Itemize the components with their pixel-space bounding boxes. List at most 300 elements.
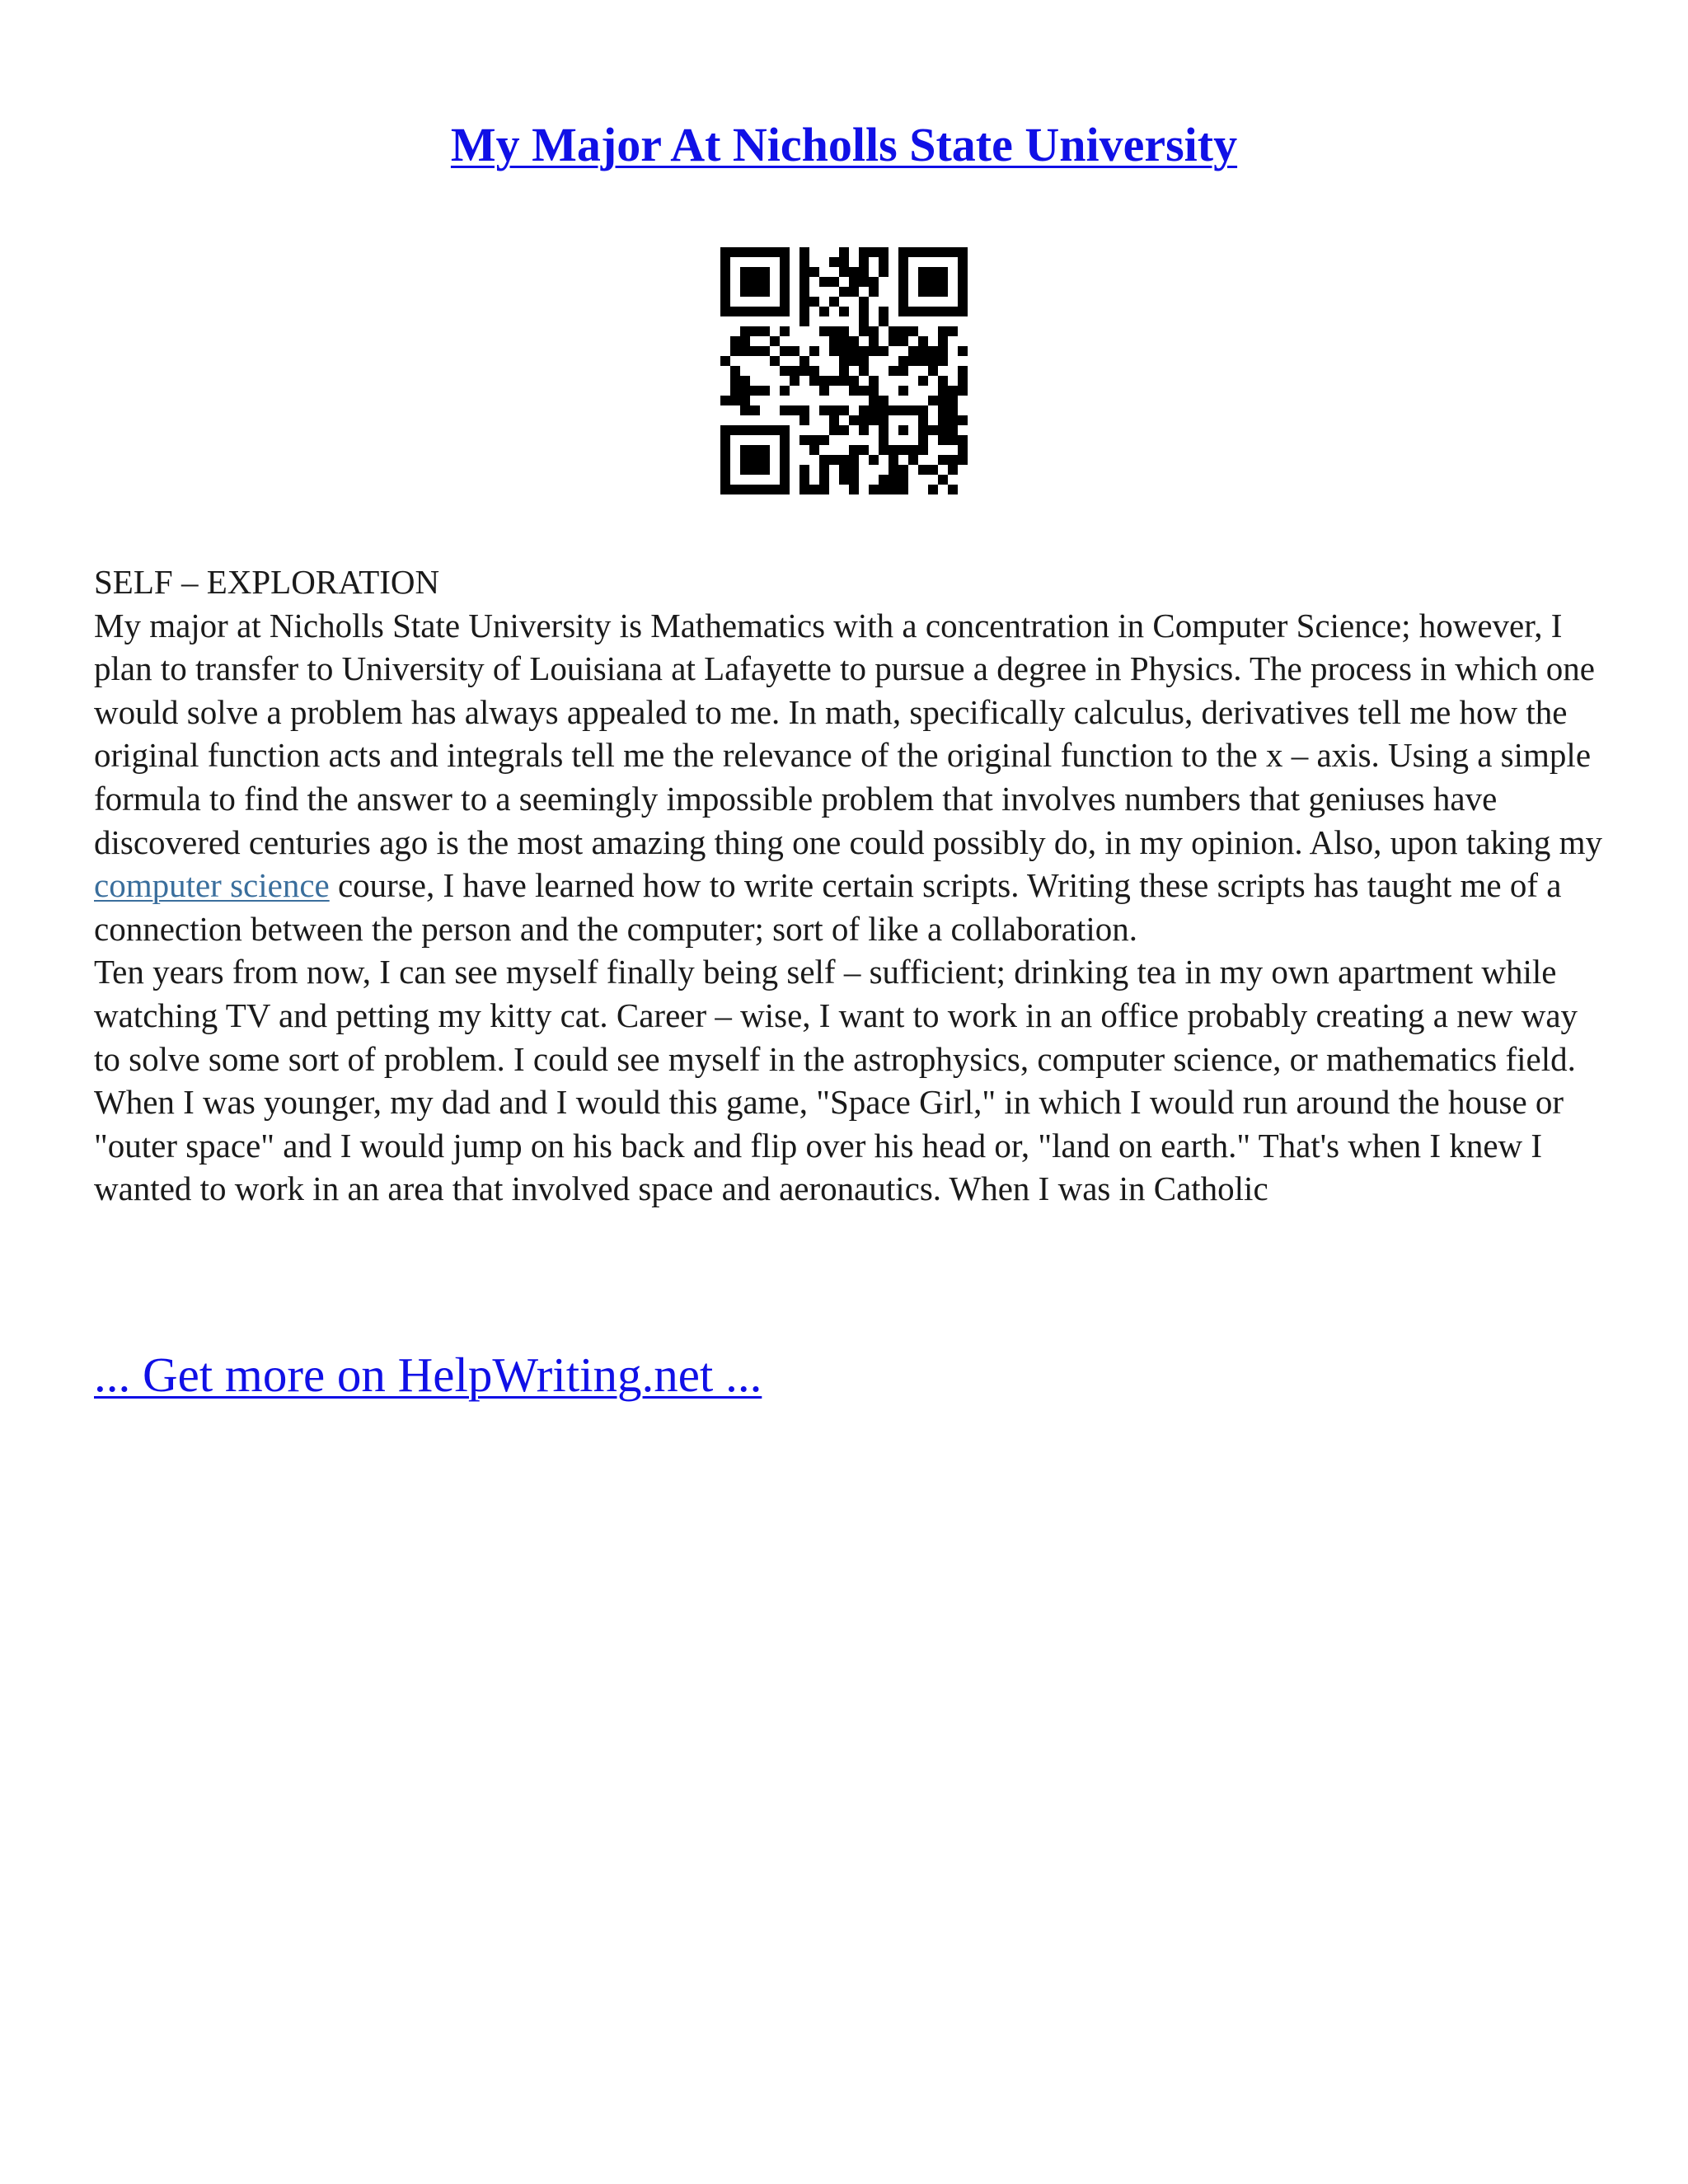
qr-module — [740, 277, 750, 287]
qr-module — [879, 267, 889, 277]
qr-module — [799, 247, 809, 257]
qr-module — [780, 475, 790, 485]
qr-module — [958, 376, 968, 386]
qr-module — [879, 316, 889, 326]
qr-module — [720, 435, 730, 445]
qr-module — [730, 247, 740, 257]
qr-module — [938, 376, 948, 386]
section-heading: SELF – EXPLORATION — [94, 563, 440, 601]
qr-module — [819, 307, 829, 316]
qr-module — [879, 475, 889, 485]
qr-module — [760, 465, 770, 475]
qr-module — [879, 247, 889, 257]
qr-module — [928, 277, 938, 287]
qr-module — [859, 415, 869, 425]
qr-module — [938, 396, 948, 405]
qr-module — [849, 277, 859, 287]
qr-module — [839, 465, 849, 475]
qr-module — [740, 287, 750, 297]
qr-module — [958, 257, 968, 267]
qr-module — [780, 247, 790, 257]
qr-module — [948, 425, 958, 435]
qr-module — [799, 465, 809, 475]
qr-module — [859, 445, 869, 455]
qr-module — [918, 336, 928, 346]
qr-module — [819, 485, 829, 494]
qr-module — [938, 277, 948, 287]
qr-module — [780, 366, 790, 376]
qr-module — [799, 485, 809, 494]
qr-module — [750, 465, 760, 475]
qr-module — [958, 415, 968, 425]
qr-module — [898, 425, 908, 435]
qr-module — [780, 277, 790, 287]
qr-module — [760, 307, 770, 316]
qr-module — [948, 465, 958, 475]
qr-module — [918, 415, 928, 425]
qr-module — [799, 415, 809, 425]
qr-module — [908, 405, 918, 415]
qr-module — [780, 445, 790, 455]
qr-module — [760, 445, 770, 455]
qr-module — [889, 445, 898, 455]
qr-module — [938, 386, 948, 396]
qr-module — [799, 366, 809, 376]
qr-module — [938, 307, 948, 316]
qr-module — [760, 386, 770, 396]
qr-module — [770, 247, 780, 257]
qr-module — [760, 455, 770, 465]
qr-module — [918, 425, 928, 435]
qr-module — [809, 485, 819, 494]
qr-module — [859, 425, 869, 435]
qr-module — [869, 247, 879, 257]
qr-module — [799, 277, 809, 287]
qr-module — [740, 445, 750, 455]
qr-module — [938, 415, 948, 425]
qr-module — [740, 336, 750, 346]
qr-code-icon — [720, 247, 968, 494]
page-title — [0, 114, 1688, 176]
qr-module — [908, 247, 918, 257]
qr-module — [780, 465, 790, 475]
qr-module — [908, 326, 918, 336]
qr-module — [819, 455, 829, 465]
qr-module — [740, 425, 750, 435]
qr-module — [819, 405, 829, 415]
qr-module — [780, 435, 790, 445]
qr-module — [869, 277, 879, 287]
qr-module — [799, 257, 809, 267]
qr-module — [869, 396, 879, 405]
qr-module — [859, 326, 869, 336]
qr-module — [879, 307, 889, 316]
qr-module — [750, 287, 760, 297]
qr-module — [730, 366, 740, 376]
qr-module — [760, 326, 770, 336]
qr-module — [938, 425, 948, 435]
qr-module — [879, 405, 889, 415]
qr-module — [839, 475, 849, 485]
qr-module — [898, 277, 908, 287]
qr-module — [829, 376, 839, 386]
qr-module — [780, 287, 790, 297]
qr-module — [889, 465, 898, 475]
qr-module — [760, 267, 770, 277]
qr-module — [730, 346, 740, 356]
qr-module — [928, 465, 938, 475]
qr-module — [928, 396, 938, 405]
article-body — [94, 560, 1602, 1211]
qr-module — [918, 346, 928, 356]
qr-module — [720, 475, 730, 485]
qr-module — [780, 257, 790, 267]
qr-module — [740, 346, 750, 356]
qr-module — [760, 247, 770, 257]
qr-module — [918, 376, 928, 386]
paragraph-2: Ten years from now, I can see myself finally being self – sufficient; drinking tea in my own apartment while watching TV and petting my kitty cat. Career – wise, I want to work in an office probably creating a new way to solve some sort of problem. I could see myself in the astrophysics, computer science, or mathematics field. When I was younger, my dad and I would this game, "Space Girl," in which I would run around the house or "outer space" and I would jump on his back and flip over his head or, "land on earth." That's when I knew I wanted to work in an area that involved space and aeronautics. When I was in Catholic — [94, 953, 1578, 1208]
qr-module — [730, 336, 740, 346]
qr-module — [750, 326, 760, 336]
qr-module — [898, 307, 908, 316]
qr-module — [839, 425, 849, 435]
qr-module — [730, 307, 740, 316]
qr-module — [750, 247, 760, 257]
qr-module — [760, 485, 770, 494]
qr-module — [859, 257, 869, 267]
qr-module — [780, 386, 790, 396]
qr-module — [799, 475, 809, 485]
qr-module — [958, 297, 968, 307]
qr-module — [760, 425, 770, 435]
qr-module — [958, 455, 968, 465]
qr-module — [790, 376, 799, 386]
qr-module — [918, 405, 928, 415]
qr-module — [819, 386, 829, 396]
qr-module — [958, 386, 968, 396]
qr-module — [720, 267, 730, 277]
qr-module — [958, 435, 968, 445]
qr-module — [740, 405, 750, 415]
qr-module — [849, 465, 859, 475]
qr-module — [819, 326, 829, 336]
qr-module — [889, 405, 898, 415]
qr-module — [750, 346, 760, 356]
qr-module — [879, 415, 889, 425]
qr-module — [938, 356, 948, 366]
qr-module — [720, 425, 730, 435]
qr-module — [740, 307, 750, 316]
qr-module — [898, 356, 908, 366]
qr-module — [898, 366, 908, 376]
qr-module — [849, 386, 859, 396]
qr-module — [869, 405, 879, 415]
qr-module — [928, 425, 938, 435]
qr-module — [859, 356, 869, 366]
qr-module — [958, 307, 968, 316]
qr-module — [869, 455, 879, 465]
qr-module — [898, 465, 908, 475]
qr-module — [938, 336, 948, 346]
qr-module — [859, 307, 869, 316]
qr-module — [849, 267, 859, 277]
qr-module — [849, 376, 859, 386]
qr-module — [908, 445, 918, 455]
qr-module — [780, 307, 790, 316]
qr-module — [948, 396, 958, 405]
qr-module — [819, 475, 829, 485]
qr-module — [740, 396, 750, 405]
qr-module — [809, 376, 819, 386]
qr-module — [780, 485, 790, 494]
qr-module — [720, 485, 730, 494]
qr-module — [799, 405, 809, 415]
qr-module — [859, 316, 869, 326]
qr-module — [898, 267, 908, 277]
qr-module — [938, 475, 948, 485]
qr-module — [720, 356, 730, 366]
qr-module — [720, 455, 730, 465]
qr-module — [740, 267, 750, 277]
qr-module — [839, 287, 849, 297]
qr-module — [948, 326, 958, 336]
qr-module — [889, 366, 898, 376]
qr-module — [879, 396, 889, 405]
qr-module — [740, 485, 750, 494]
qr-module — [908, 307, 918, 316]
qr-module — [790, 346, 799, 356]
get-more-line — [94, 1343, 762, 1406]
qr-module — [829, 455, 839, 465]
qr-module — [869, 287, 879, 297]
qr-module — [958, 366, 968, 376]
qr-module — [819, 376, 829, 386]
qr-module — [958, 287, 968, 297]
qr-module — [918, 356, 928, 366]
qr-module — [958, 346, 968, 356]
qr-module — [730, 376, 740, 386]
qr-module — [879, 435, 889, 445]
qr-module — [849, 475, 859, 485]
qr-module — [879, 257, 889, 267]
qr-module — [869, 346, 879, 356]
qr-module — [938, 435, 948, 445]
qr-module — [918, 267, 928, 277]
qr-module — [889, 336, 898, 346]
qr-module — [799, 307, 809, 316]
qr-module — [898, 485, 908, 494]
qr-module — [750, 307, 760, 316]
qr-module — [799, 316, 809, 326]
qr-module — [829, 326, 839, 336]
qr-module — [780, 405, 790, 415]
qr-module — [780, 326, 790, 336]
qr-module — [839, 247, 849, 257]
qr-module — [958, 267, 968, 277]
qr-module — [928, 287, 938, 297]
qr-module — [918, 247, 928, 257]
qr-module — [948, 405, 958, 415]
qr-module — [829, 336, 839, 346]
qr-module — [938, 267, 948, 277]
qr-module — [790, 366, 799, 376]
qr-module — [849, 356, 859, 366]
qr-module — [839, 267, 849, 277]
qr-module — [938, 346, 948, 356]
qr-module — [879, 485, 889, 494]
qr-module — [720, 396, 730, 405]
qr-module — [918, 277, 928, 287]
qr-module — [720, 307, 730, 316]
qr-module — [918, 307, 928, 316]
qr-module — [849, 455, 859, 465]
qr-module — [750, 405, 760, 415]
qr-module — [799, 297, 809, 307]
qr-module — [809, 297, 819, 307]
qr-module — [859, 405, 869, 415]
qr-module — [720, 277, 730, 287]
qr-module — [750, 277, 760, 287]
qr-module — [898, 257, 908, 267]
qr-module — [839, 336, 849, 346]
qr-module — [750, 445, 760, 455]
qr-module — [720, 297, 730, 307]
qr-module — [839, 307, 849, 316]
qr-module — [760, 277, 770, 287]
qr-module — [928, 267, 938, 277]
qr-module — [918, 465, 928, 475]
qr-module — [928, 346, 938, 356]
qr-module — [829, 425, 839, 435]
paragraph-1-text-b: course, I have learned how to write certain scripts. Writing these scripts has taught me of a connection between the person and the computer; sort of like a collaboration. — [94, 866, 1562, 948]
qr-module — [730, 396, 740, 405]
qr-module — [799, 356, 809, 366]
qr-module — [859, 386, 869, 396]
qr-module — [829, 297, 839, 307]
qr-module — [780, 425, 790, 435]
qr-module — [928, 356, 938, 366]
qr-module — [928, 247, 938, 257]
qr-module — [780, 297, 790, 307]
qr-module — [948, 307, 958, 316]
qr-module — [859, 346, 869, 356]
qr-module — [750, 455, 760, 465]
paragraph-1 — [94, 604, 1602, 951]
qr-module — [948, 435, 958, 445]
qr-module — [799, 435, 809, 445]
qr-module — [898, 247, 908, 257]
qr-module — [859, 366, 869, 376]
qr-module — [750, 267, 760, 277]
qr-module — [770, 307, 780, 316]
qr-module — [869, 326, 879, 336]
qr-module — [829, 257, 839, 267]
qr-module — [898, 297, 908, 307]
qr-module — [829, 277, 839, 287]
qr-module — [918, 435, 928, 445]
qr-module — [928, 366, 938, 376]
qr-module — [760, 346, 770, 356]
title-link[interactable]: My Major At Nicholls State University — [450, 118, 1238, 171]
qr-module — [859, 247, 869, 257]
qr-module — [720, 445, 730, 455]
qr-module — [869, 415, 879, 425]
qr-module — [859, 297, 869, 307]
qr-module — [839, 346, 849, 356]
qr-module — [938, 326, 948, 336]
qr-module — [809, 267, 819, 277]
qr-module — [740, 247, 750, 257]
qr-module — [740, 326, 750, 336]
qr-module — [958, 247, 968, 257]
qr-module — [720, 247, 730, 257]
qr-module — [849, 415, 859, 425]
qr-module — [809, 366, 819, 376]
qr-module — [740, 376, 750, 386]
qr-module — [750, 485, 760, 494]
get-more-link[interactable]: ... Get more on HelpWriting.net ... — [94, 1347, 762, 1402]
qr-module — [948, 386, 958, 396]
qr-module — [849, 485, 859, 494]
qr-module — [898, 475, 908, 485]
qr-module — [898, 287, 908, 297]
qr-module — [730, 485, 740, 494]
qr-module — [938, 455, 948, 465]
qr-module — [750, 386, 760, 396]
qr-module — [849, 445, 859, 455]
qr-module — [898, 326, 908, 336]
qr-module — [879, 445, 889, 455]
qr-module — [809, 445, 819, 455]
qr-module — [839, 455, 849, 465]
qr-module — [869, 336, 879, 346]
qr-module — [720, 465, 730, 475]
qr-module — [859, 277, 869, 287]
qr-module — [790, 405, 799, 415]
qr-module — [849, 346, 859, 356]
qr-module — [770, 425, 780, 435]
qr-module — [780, 455, 790, 465]
qr-module — [720, 287, 730, 297]
qr-module — [839, 356, 849, 366]
qr-module — [730, 425, 740, 435]
qr-module — [740, 386, 750, 396]
qr-module — [958, 445, 968, 455]
computer-science-link[interactable]: computer science — [94, 866, 330, 905]
qr-module — [859, 267, 869, 277]
qr-module — [958, 277, 968, 287]
qr-module — [799, 267, 809, 277]
paragraph-1-text-a: My major at Nicholls State University is Mathematics with a concentration in Computer Science; however, I plan to transfer to University of Louisiana at Lafayette to pursue a degree in Physics. The process in which one would solve a problem has always appealed to me. In math, specifically calculus, derivatives tell me how the original function acts and integrals tell me the relevance of the original function to the x – axis. Using a simple formula to find the answer to a seemingly impossible problem that involves numbers that geniuses have discovered centuries ago is the most amazing thing one could possibly do, in my opinion. Also, upon taking my — [94, 606, 1602, 861]
qr-module — [780, 267, 790, 277]
qr-module — [770, 356, 780, 366]
qr-module — [918, 445, 928, 455]
qr-module — [839, 366, 849, 376]
qr-module — [770, 485, 780, 494]
qr-module — [849, 287, 859, 297]
qr-module — [889, 485, 898, 494]
qr-module — [829, 346, 839, 356]
qr-module — [829, 415, 839, 425]
qr-module — [740, 455, 750, 465]
qr-module — [750, 425, 760, 435]
qr-module — [889, 455, 898, 465]
qr-module — [829, 405, 839, 415]
qr-module — [908, 346, 918, 356]
qr-module — [938, 247, 948, 257]
qr-module — [839, 405, 849, 415]
qr-module — [918, 287, 928, 297]
